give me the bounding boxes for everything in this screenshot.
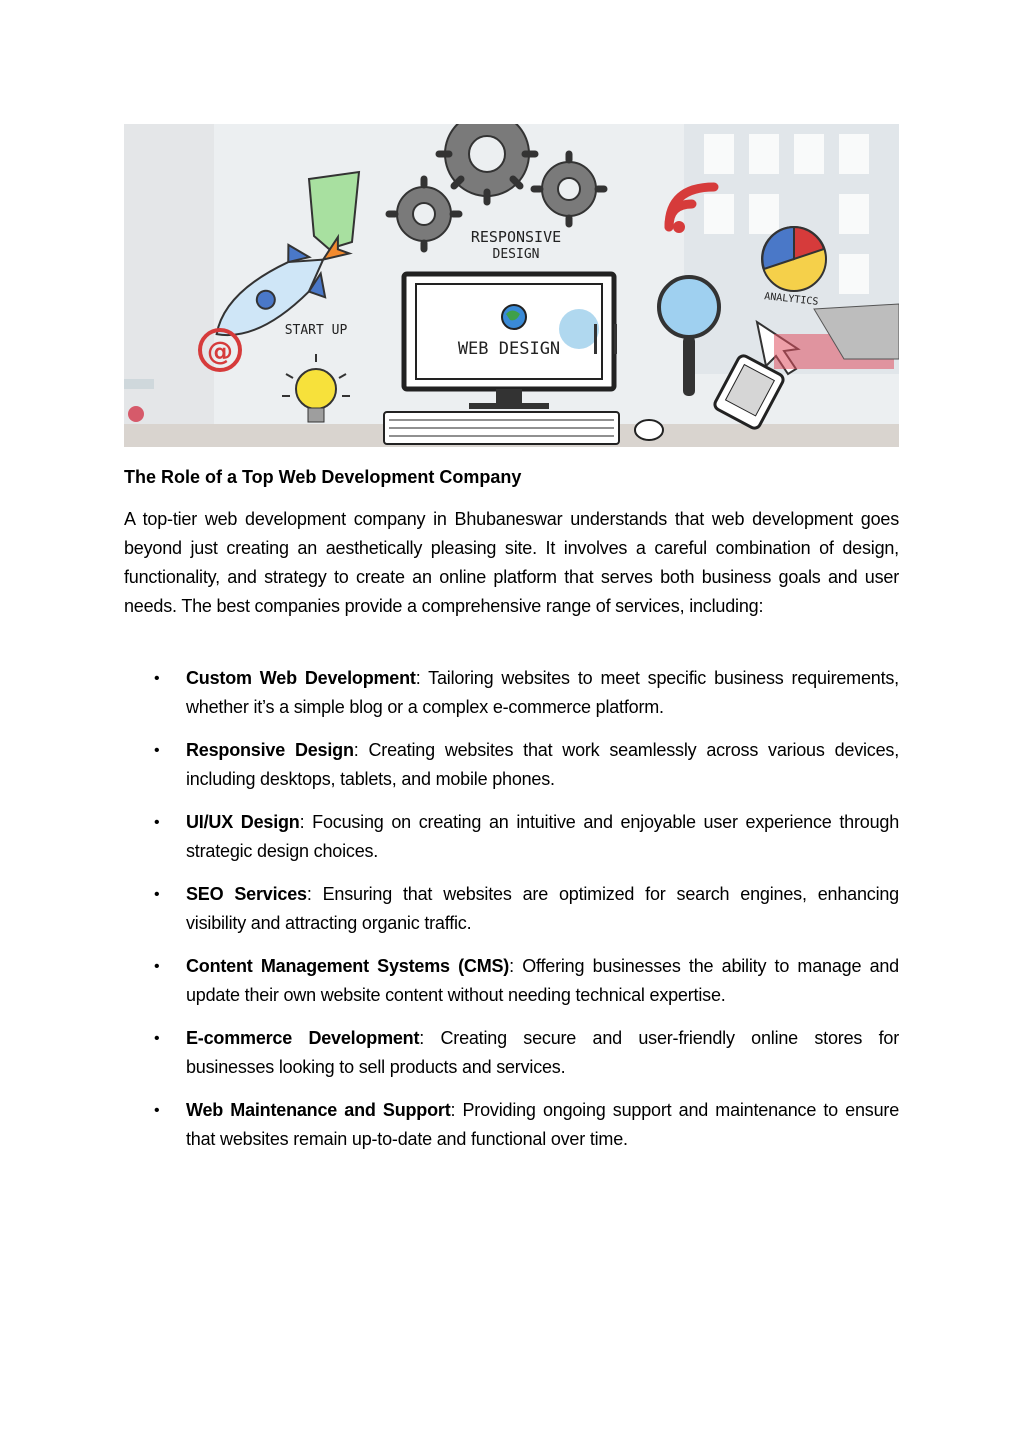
service-description: : Offering businesses the ability to manage and update their own website content without needing technical expertise. <box>186 956 899 1005</box>
service-description: : Tailoring websites to meet specific business requirements, whether it’s a simple blog or a complex e-commerce platform. <box>186 668 899 717</box>
illustration-label-responsive: RESPONSIVE <box>470 228 562 246</box>
illustration-label-start-up: START UP <box>284 323 348 338</box>
intro-paragraph: A top-tier web development company in Bhubaneswar understands that web development goes beyond just creating an aesthetically pleasing site. It involves a careful combination of design, functionality, and strategy to create an online platform that serves both business goals and user needs. The best companies provide a comprehensive range of services, including: <box>124 509 899 616</box>
service-term: Responsive Design <box>186 740 354 760</box>
bullet-icon: • <box>154 1030 160 1047</box>
illustration-at-sign: @ <box>207 337 233 367</box>
list-item <box>124 952 899 1010</box>
illustration-label-web-design: WEB DESIGN <box>457 339 561 359</box>
bullet-icon: • <box>154 958 160 975</box>
list-item <box>124 1096 899 1154</box>
service-term: Content Management Systems (CMS) <box>186 956 510 976</box>
service-description: : Creating websites that work seamlessly across various devices, including desktops, tablets, and mobile phones. <box>186 740 900 789</box>
service-term: E-commerce Development <box>186 1028 420 1048</box>
bullet-icon: • <box>154 886 160 903</box>
service-description: : Ensuring that websites are optimized for search engines, enhancing visibility and attracting organic traffic. <box>186 884 899 933</box>
service-description: : Providing ongoing support and maintenance to ensure that websites remain up-to-date and functional over time. <box>186 1100 900 1149</box>
service-term: Web Maintenance and Support <box>186 1100 451 1120</box>
list-item <box>124 664 899 722</box>
list-item <box>124 1024 899 1082</box>
bullet-icon: • <box>154 1102 160 1119</box>
bullet-icon: • <box>154 742 160 759</box>
service-term: UI/UX Design <box>186 812 300 832</box>
service-description: : Creating secure and user-friendly online stores for businesses looking to sell products and services. <box>186 1028 899 1077</box>
list-item <box>124 736 899 794</box>
list-item <box>124 808 899 866</box>
service-term: SEO Services <box>186 884 307 904</box>
list-item <box>124 880 899 938</box>
illustration-label-analytics: ANALYTICS <box>763 291 819 308</box>
service-term: Custom Web Development <box>186 668 416 688</box>
services-list <box>124 664 899 1168</box>
service-description: : Focusing on creating an intuitive and enjoyable user experience through strategic design choices. <box>186 812 900 861</box>
bullet-icon: • <box>154 670 160 687</box>
section-heading: The Role of a Top Web Development Company <box>124 467 522 487</box>
bullet-icon: • <box>154 814 160 831</box>
illustration-label-design: DESIGN <box>492 247 540 262</box>
web-design-illustration <box>124 124 899 447</box>
